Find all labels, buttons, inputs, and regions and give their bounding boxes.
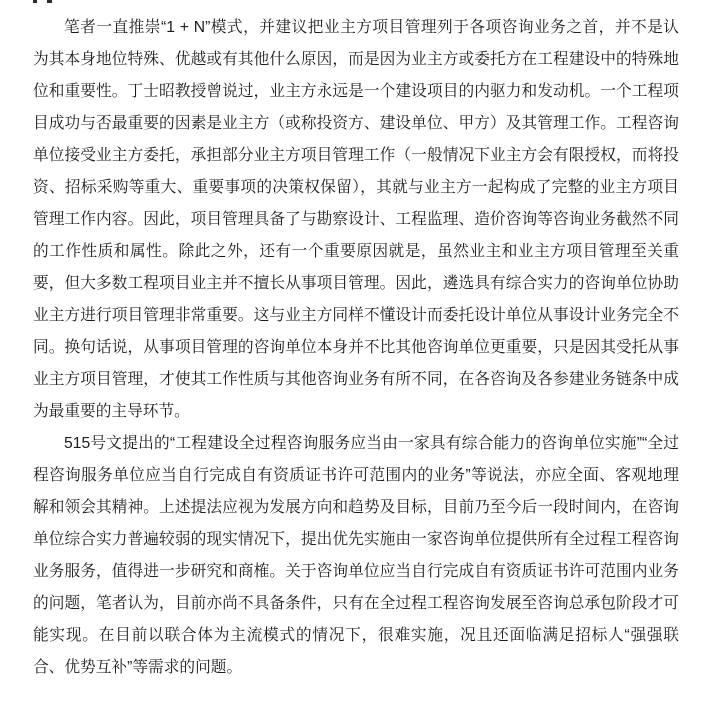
text-line: 515号文提出的“工程建设全过程咨询服务应当由一家具有综合能力的咨询单位实施”“全过 bbox=[64, 435, 679, 452]
text-line: 的工作性质和属性。除此之外，还有一个重要原因就是，虽然业主和业主方项目管理至关重 bbox=[33, 243, 679, 260]
paragraph bbox=[33, 428, 679, 684]
text-line: 为其本身地位特殊、优越或有其他什么原因，而是因为业主方或委托方在工程建设中的特殊地 bbox=[33, 51, 679, 68]
text-line: 解和领会其精神。上述提法应视为发展方向和趋势及目标，目前乃至今后一段时间内，在咨询 bbox=[33, 499, 679, 516]
text-line: 位和重要性。丁士昭教授曾说过，业主方永远是一个建设项目的内驱力和发动机。一个工程项 bbox=[33, 83, 679, 100]
document-body bbox=[33, 12, 679, 684]
text-line: 笔者一直推崇“1 + N”模式，并建议把业主方项目管理列于各项咨询业务之首，并不是认 bbox=[64, 19, 679, 36]
text-line: 业主方项目管理，才使其工作性质与其他咨询业务有所不同，在各咨询及各参建业务链条中成 bbox=[33, 371, 679, 388]
text-line: 能实现。在目前以联合体为主流模式的情况下，很难实施，况且还面临满足招标人“强强联 bbox=[33, 627, 679, 644]
text-line: 合、优势互补”等需求的问题。 bbox=[33, 659, 243, 676]
text-line: 业务服务，值得进一步研究和商榷。关于咨询单位应当自行完成自有资质证书许可范围内业务 bbox=[33, 563, 679, 580]
text-line: 管理工作内容。因此，项目管理具备了与勘察设计、工程监理、造价咨询等咨询业务截然不同 bbox=[33, 211, 679, 228]
paragraph bbox=[33, 12, 679, 428]
text-line: 为最重要的主导环节。 bbox=[33, 403, 190, 420]
text-line: 同。换句话说，从事项目管理的咨询单位本身并不比其他咨询单位更重要，只是因其受托从事 bbox=[33, 339, 679, 356]
text-line: 程咨询服务单位应当自行完成自有资质证书许可范围内的业务”等说法，亦应全面、客观地理 bbox=[33, 467, 679, 484]
text-line: 要，但大多数工程项目业主并不擅长从事项目管理。因此，遴选具有综合实力的咨询单位协助 bbox=[33, 275, 679, 292]
text-line: 的问题，笔者认为，目前亦尚不具备条件，只有在全过程工程咨询发展至咨询总承包阶段才可 bbox=[33, 595, 679, 612]
clipped-glyph-mark bbox=[33, 0, 37, 3]
text-line: 单位综合实力普遍较弱的现实情况下，提出优先实施由一家咨询单位提供所有全过程工程咨询 bbox=[33, 531, 679, 548]
clipped-glyph-mark bbox=[47, 0, 52, 3]
text-line: 业主方进行项目管理非常重要。这与业主方同样不懂设计而委托设计单位从事设计业务完全不 bbox=[33, 307, 679, 324]
text-line: 目成功与否最重要的因素是业主方（或称投资方、建设单位、甲方）及其管理工作。工程咨询 bbox=[33, 115, 679, 132]
text-line: 单位接受业主方委托，承担部分业主方项目管理工作（一般情况下业主方会有限授权，而将投 bbox=[33, 147, 679, 164]
text-line: 资、招标采购等重大、重要事项的决策权保留），其就与业主方一起构成了完整的业主方项目 bbox=[33, 179, 679, 196]
